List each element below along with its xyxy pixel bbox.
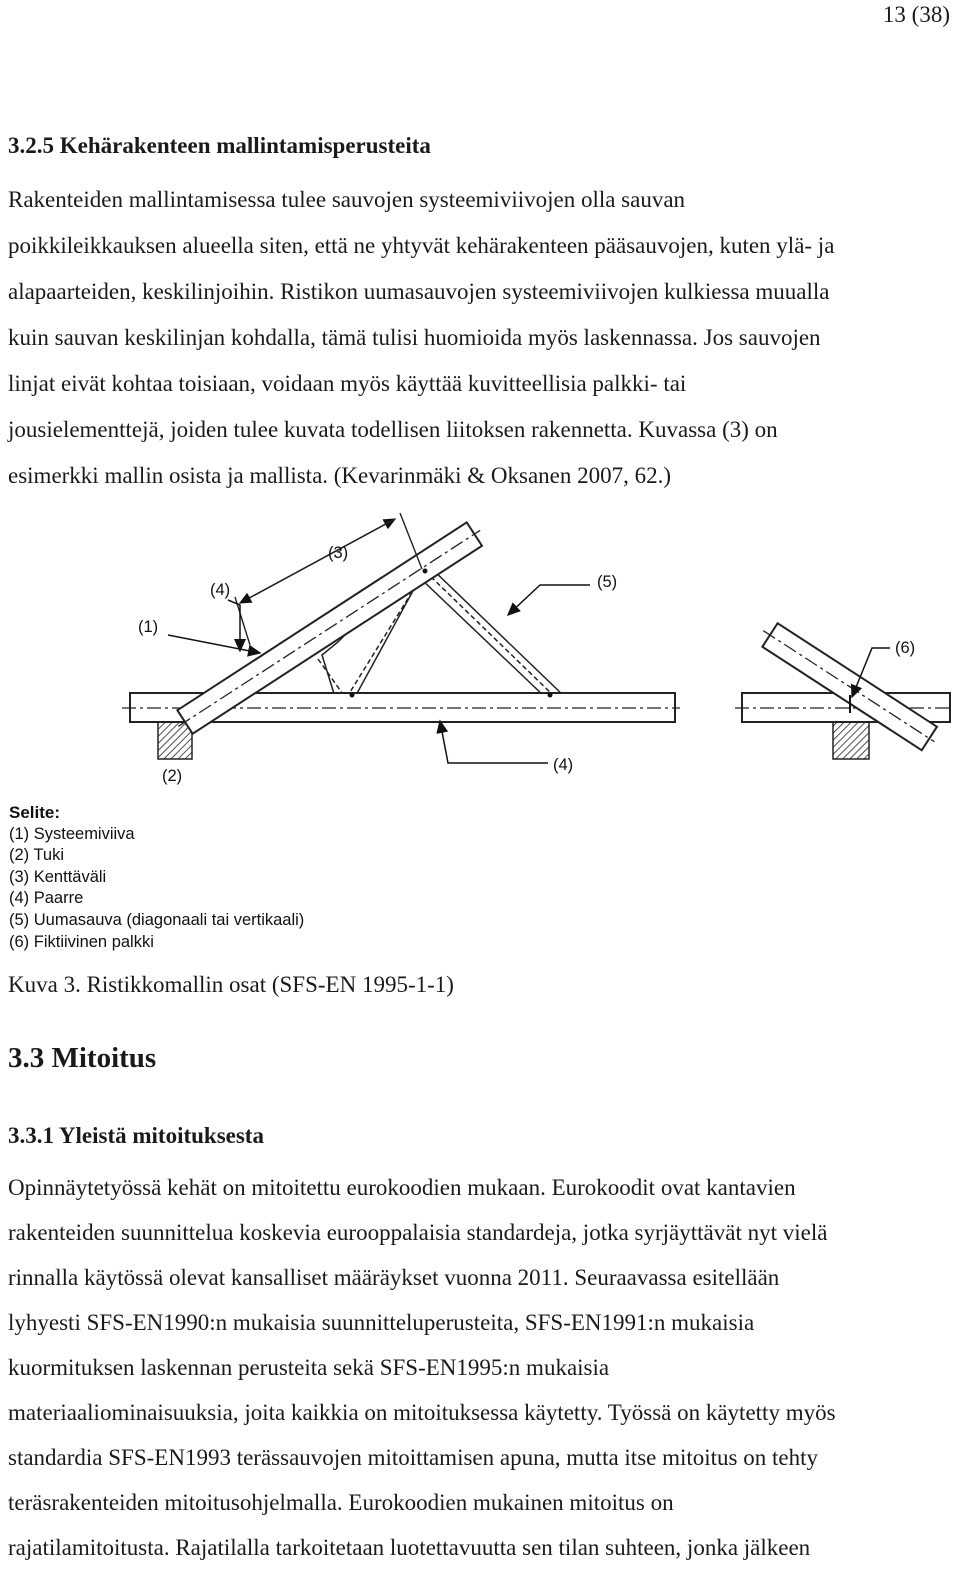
paragraph-line: kuormituksen laskennan perusteita sekä SFS-EN1995:n mukaisia (8, 1355, 610, 1380)
paragraph-line: materiaaliominaisuuksia, joita kaikkia on mitoituksessa käytetty. Työssä on käytetty myös (8, 1400, 836, 1425)
paragraph-line: poikkileikkauksen alueella siten, että ne yhtyvät kehärakenteen pääsauvojen, kuten ylä- ja (8, 233, 835, 258)
legend-item: (6) Fiktiivinen palkki (9, 933, 154, 951)
truss-model-figure (0, 505, 960, 960)
legend-title: Selite: (9, 803, 61, 822)
paragraph-line: alapaarteiden, keskilinjoihin. Ristikon uumasauvojen systeemiviivojen kulkiessa muualla (8, 279, 830, 304)
paragraph-line: teräsrakenteiden mitoitusohjelmalla. Eurokoodien mukainen mitoitus on (8, 1490, 674, 1515)
paragraph-line: jousielementtejä, joiden tulee kuvata todellisen liitoksen rakennetta. Kuvassa (3) on (8, 417, 778, 442)
left-support (158, 722, 192, 759)
paragraph-line: Opinnäytetyössä kehät on mitoitettu eurokoodien mukaan. Eurokoodit ovat kantavien (8, 1175, 796, 1200)
paragraph-line: lyhyesti SFS-EN1990:n mukaisia suunnitteluperusteita, SFS-EN1991:n mukaisia (8, 1310, 755, 1335)
web-member-diagonals (318, 565, 565, 697)
paragraph-line: rakenteiden suunnittelua koskevia eurooppalaisia standardeja, jotka syrjäyttävät nyt vielä (8, 1220, 828, 1245)
figure-legend (9, 803, 304, 951)
label-5: (5) (597, 573, 618, 591)
figure-caption: Kuva 3. Ristikkomallin osat (SFS-EN 1995-1-1) (8, 972, 454, 997)
subsection-heading: 3.3.1 Yleistä mitoituksesta (8, 1123, 264, 1148)
label-4-top: (4) (210, 581, 231, 599)
paragraph-line: rinnalla käytössä olevat kansalliset määräykset vuonna 2011. Seuraavassa esitellään (8, 1265, 780, 1290)
paragraph-line: linjat eivät kohtaa toisiaan, voidaan myös käyttää kuvitteellisia palkki- tai (8, 371, 687, 396)
legend-item: (5) Uumasauva (diagonaali tai vertikaali) (9, 911, 305, 929)
paragraph-line: Rakenteiden mallintamisessa tulee sauvojen systeemiviivojen olla sauvan (8, 187, 686, 212)
page-number: 13 (38) (882, 2, 950, 27)
right-support (833, 722, 869, 759)
paragraph-line: standardia SFS-EN1993 terässauvojen mitoittamisen apuna, mutta itse mitoitus on tehty (8, 1445, 818, 1470)
legend-item: (3) Kenttäväli (9, 868, 107, 886)
paragraph-line: rajatilamitoitusta. Rajatilalla tarkoitetaan luotettavuutta sen tilan suhteen, jonka jälkeen (8, 1535, 811, 1560)
paragraph-line: esimerkki mallin osista ja mallista. (Kevarinmäki & Oksanen 2007, 62.) (8, 463, 672, 488)
legend-item: (1) Systeemiviiva (9, 825, 135, 843)
legend-item: (4) Paarre (9, 889, 84, 907)
chapter-heading: 3.3 Mitoitus (8, 1042, 157, 1074)
label-3: (3) (328, 544, 349, 562)
legend-item: (2) Tuki (9, 846, 65, 864)
section-heading: 3.2.5 Kehärakenteen mallintamisperusteita (8, 133, 431, 158)
label-6: (6) (895, 639, 916, 657)
label-1: (1) (138, 618, 159, 636)
paragraph-line: kuin sauvan keskilinjan kohdalla, tämä tulisi huomioida myös laskennassa. Jos sauvojen (8, 325, 821, 350)
label-4-bottom: (4) (553, 756, 574, 774)
label-2: (2) (162, 767, 183, 785)
